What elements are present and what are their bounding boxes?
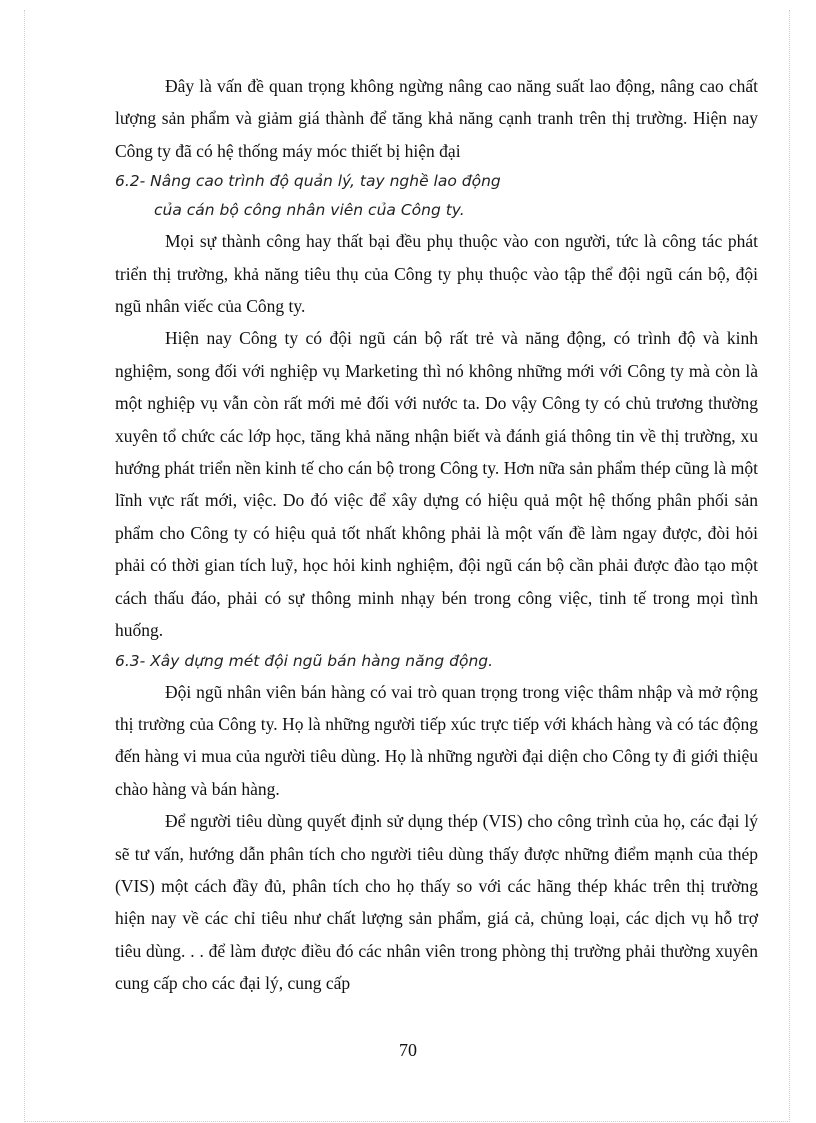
- paragraph-sales-team: Đội ngũ nhân viên bán hàng có vai trò quan trọng trong việc thâm nhập và mở rộng thị trường của Công ty. Họ là những người tiếp xúc trực tiếp với khách hàng và có tác động đến hàng vi mua của người tiêu dùng. Họ là những người đại diện cho Công ty đi giới thiệu chào hàng và bán hàng.: [115, 681, 758, 799]
- paragraph-intro: Đây là vấn đề quan trọng không ngừng nâng cao năng suất lao động, nâng cao chất lượng sản phẩm và giảm giá thành để tăng khả năng cạnh tranh trên thị trường. Hiện nay Công ty đã có hệ thống máy móc thiết bị hiện đại: [115, 76, 758, 161]
- paragraph-staff: Hiện nay Công ty có đội ngũ cán bộ rất trẻ và năng động, có trình độ và kinh nghiệm, song đối với nghiệp vụ Marketing thì nó không những mới với Công ty mà còn là một nghiệp vụ vẫn còn rất mới mẻ đối với nước ta. Do vậy Công ty có chủ trương thường xuyên tổ chức các lớp học, tăng khả năng nhận biết và đánh giá thông tin về thị trường, xu hướng phát triển nền kinh tế cho cán bộ trong Công ty. Hơn nữa sản phẩm thép cũng là một lĩnh vực rất mới, việc. Do đó việc để xây dựng có hiệu quả một hệ thống phân phối sản phẩm cho Công ty có hiệu quả tốt nhất không phải là một vấn đề làm ngay được, đòi hỏi phải có thời gian tích luỹ, học hỏi kinh nghiệm, đội ngũ cán bộ cần phải được đào tạo một cách thấu đáo, phải có sự thông minh nhạy bén trong công việc, tinh tế trong mọi tình huống.: [115, 328, 758, 641]
- section-heading-6-2-continued: của cán bộ công nhân viên của Công ty.: [154, 201, 465, 220]
- paragraph-success: Mọi sự thành công hay thất bại đều phụ thuộc vào con người, tức là công tác phát triển thị trường, khả năng tiêu thụ của Công ty phụ thuộc vào tập thể đội ngũ cán bộ, đội ngũ nhân viếc của Công ty.: [115, 231, 758, 317]
- paragraph-consumers: Để người tiêu dùng quyết định sử dụng thép (VIS) cho công trình của họ, các đại lý sẽ tư vấn, hướng dẫn phân tích cho người tiêu dùng thấy được những điểm mạnh của thép (VIS) một cách đầy đủ, phân tích cho họ thấy so với các hãng thép khác trên thị trường hiện nay về các chỉ tiêu như chất lượng sản phẩm, giá cả, chủng loại, các dịch vụ hỗ trợ tiêu dùng. . . để làm được điều đó các nhân viên trong phòng thị trường phải thường xuyên cung cấp cho các đại lý, cung cấp: [115, 811, 758, 994]
- document-body: [115, 70, 758, 1000]
- section-heading-6-2: 6.2- Nâng cao trình độ quản lý, tay nghề lao động: [115, 172, 501, 191]
- page-bottom-rule: [24, 1121, 790, 1122]
- page-number: 70: [399, 1040, 417, 1060]
- section-heading-6-3: 6.3- Xây dựng mét đội ngũ bán hàng năng động.: [115, 651, 494, 670]
